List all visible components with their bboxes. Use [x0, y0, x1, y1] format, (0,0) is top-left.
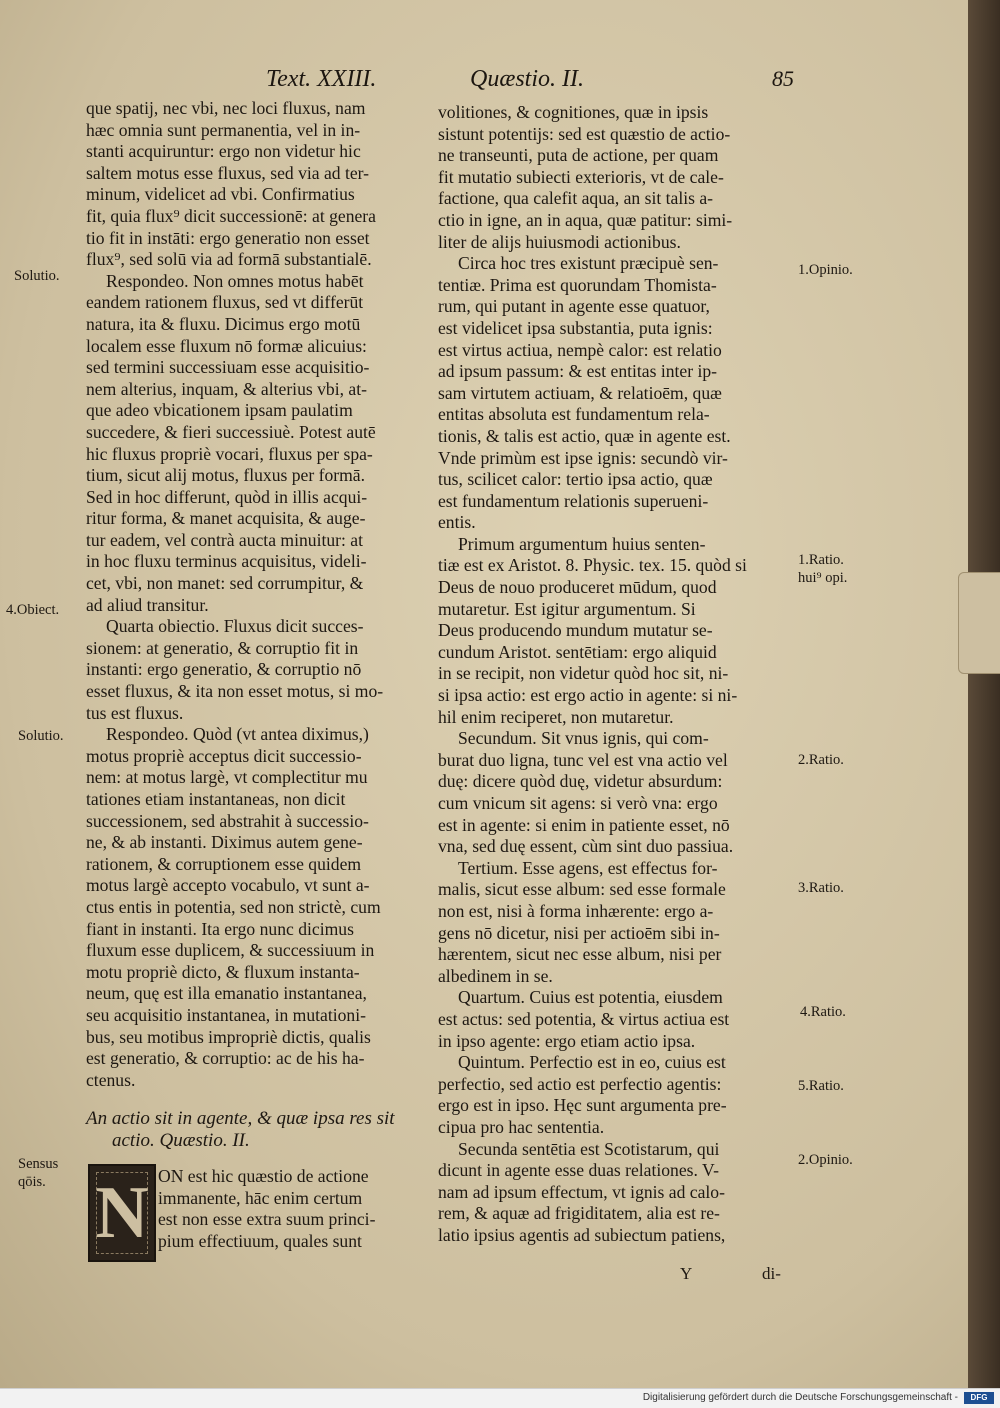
text-line: malis, sicut esse album: sed esse formale: [438, 879, 726, 900]
text-line: Respondeo. Quòd (vt antea diximus,): [106, 724, 369, 745]
text-line: sam virtutem actiuam, & relatioēm, quæ: [438, 382, 722, 403]
text-line: esset fluxus, & ita non esset motus, si mo-: [86, 681, 384, 702]
text-line: liter de alijs huiusmodi actionibus.: [438, 231, 681, 252]
page-tab-marker: [958, 572, 1000, 674]
text-line: mutaretur. Est igitur argumentum. Si: [438, 598, 696, 619]
text-line: ad ipsum passum: & est entitas inter ip-: [438, 361, 718, 382]
margin-obiect-4: 4.Obiect.: [6, 602, 60, 618]
margin-ratio-4: 4.Ratio.: [800, 1004, 846, 1020]
text-line: eandem rationem fluxus, sed vt differūt: [86, 292, 364, 313]
text-line: ctus entis in potentia, sed non strictè, cum: [86, 896, 381, 917]
decorated-initial-n: [88, 1164, 156, 1262]
text-line: hic fluxus propriè vocari, fluxus per spa-: [86, 443, 373, 464]
margin-opinio-1: 1.Opinio.: [798, 262, 853, 278]
book-edge: [968, 0, 1000, 1388]
margin-ratio-1-sub: hui⁹ opi.: [798, 570, 848, 586]
text-line: nam ad ipsum effectum, vt ignis ad calo-: [438, 1181, 725, 1202]
right-column: [438, 102, 788, 1246]
text-line: Respondeo. Non omnes motus habēt: [106, 270, 364, 291]
text-line: successionem, sed abstrahit à successio-: [86, 810, 369, 831]
text-line: fiant in instanti. Ita ergo nunc dicimus: [86, 918, 354, 939]
text-line: vna, sed duę essent, cùm sint duo passiua.: [438, 836, 734, 857]
margin-sensus: Sensus: [18, 1156, 59, 1172]
text-line: motu propriè dicto, & fluxum instanta-: [86, 961, 360, 982]
margin-opinio-2: 2.Opinio.: [798, 1152, 853, 1168]
text-line: ON est hic quæstio de actione: [158, 1166, 369, 1186]
text-line: dicunt in agente esse duas relationes. V-: [438, 1160, 719, 1181]
text-line: que adeo vbicationem ipsam paulatim: [86, 400, 353, 421]
text-line: localem esse fluxum nō formæ alicuius:: [86, 335, 367, 356]
margin-ratio-5: 5.Ratio.: [798, 1078, 844, 1094]
catchword: di-: [762, 1264, 781, 1283]
text-line: est actus: sed potentia, & virtus actiua est: [438, 1008, 730, 1029]
margin-ratio-2: 2.Ratio.: [798, 752, 844, 768]
text-line: que spatij, nec vbi, nec loci fluxus, nam: [86, 98, 366, 118]
text-line: hærentem, sicut nec esse album, nisi per: [438, 944, 722, 965]
text-line: latio ipsius agentis ad subiectum patiens,: [438, 1224, 726, 1245]
running-head-question: Quæstio. II.: [470, 66, 584, 92]
text-line: volitiones, & cognitiones, quæ in ipsis: [438, 102, 709, 122]
text-line: Vnde primùm est ipse ignis: secundò vir-: [438, 447, 728, 468]
text-line: in hoc fluxu terminus acquisitus, videli-: [86, 551, 367, 572]
text-line: bus, seu motibus impropriè dictis, qualis: [86, 1026, 371, 1047]
text-line: ergo est in ipso. Hęc sunt argumenta pre-: [438, 1095, 727, 1116]
text-line: tus, scilicet calor: tertio ipsa actio, quæ: [438, 469, 713, 490]
text-line: tus est fluxus.: [86, 702, 184, 723]
text-line: pium effectiuum, quales sunt: [158, 1230, 362, 1251]
text-line: Deus producendo mundum mutatur se-: [438, 620, 713, 641]
margin-ratio-3: 3.Ratio.: [798, 880, 844, 896]
text-line: ctenus.: [86, 1069, 136, 1090]
text-line: rem, & aquæ ad frigiditatem, alia est re-: [438, 1203, 720, 1224]
text-line: tionis, & talis est actio, quæ in agente est.: [438, 425, 731, 446]
text-line: entis.: [438, 512, 476, 533]
running-head-text: Text. XXIII.: [266, 66, 377, 92]
footer-credit: Digitalisierung gefördert durch die Deutsche Forschungsgemeinschaft -: [642, 1392, 958, 1403]
page-number: 85: [772, 66, 794, 91]
text-line: Quintum. Perfectio est in eo, cuius est: [458, 1052, 726, 1073]
text-line: si ipsa actio: est ergo actio in agente: si ni-: [438, 685, 738, 706]
text-line: ne transeunti, puta de actione, per quam: [438, 145, 719, 166]
margin-quaestionis: qōis.: [18, 1174, 46, 1190]
text-line: Deus de nouo produceret mūdum, quod: [438, 577, 717, 598]
question-title-line-2: actio. Quæstio. II.: [112, 1129, 250, 1151]
text-line: fit, quia flux⁹ dicit successionē: at genera: [86, 205, 376, 226]
text-line: motus propriè acceptus dicit successio-: [86, 745, 362, 766]
text-line: Secundum. Sit vnus ignis, qui com-: [458, 728, 709, 749]
text-line: nem alterius, inquam, & alterius vbi, at-: [86, 378, 367, 399]
text-line: gens nō dicetur, nisi per actioēm sibi in-: [438, 922, 720, 943]
text-line: duę: dicere quòd duę, videtur absurdum:: [438, 771, 723, 792]
text-line: tium, sicut alij motus, fluxus per formā.: [86, 465, 366, 486]
text-line: sionem: at generatio, & corruptio fit in: [86, 637, 359, 658]
footer-bar: [0, 1388, 1000, 1408]
text-line: hil enim reciperet, non mutaretur.: [438, 706, 674, 727]
text-line: saltem motus esse fluxus, sed via ad ter-: [86, 162, 370, 183]
text-line: Primum argumentum huius senten-: [458, 533, 706, 554]
text-line: cet, vbi, non manet: sed corrumpitur, &: [86, 573, 364, 594]
text-line: rum, qui putant in agente esse quatuor,: [438, 296, 710, 317]
text-line: motus largè accepto vocabulo, vt sunt a-: [86, 875, 370, 896]
text-line: Circa hoc tres existunt præcipuè sen-: [458, 253, 719, 274]
text-line: rationem, & corruptionem esse quidem: [86, 853, 362, 874]
text-line: hæc omnia sunt permanentia, vel in in-: [86, 119, 361, 140]
question-intro: [158, 1166, 420, 1252]
text-line: immanente, hāc enim certum: [158, 1187, 363, 1208]
text-line: ad aliud transitur.: [86, 594, 209, 615]
question-title-line-1: An actio sit in agente, & quæ ipsa res sit: [86, 1108, 395, 1129]
text-line: ne, & ab instanti. Diximus autem gene-: [86, 832, 363, 853]
text-line: tationes etiam instantaneas, non dicit: [86, 789, 346, 809]
text-line: instanti: ergo generatio, & corruptio nō: [86, 659, 362, 680]
text-line: est videlicet ipsa substantia, puta ignis:: [438, 317, 713, 338]
text-line: seu acquisitio instantanea, in mutationi-: [86, 1004, 366, 1025]
text-line: in ipso agente: ergo etiam actio ipsa.: [438, 1030, 696, 1051]
text-line: cundum Aristot. sentētiam: ergo aliquid: [438, 641, 717, 662]
text-line: Sed in hoc differunt, quòd in illis acqui-: [86, 486, 368, 507]
text-line: tio fit in instāti: ergo generatio non esset: [86, 227, 370, 248]
text-line: est in agente: si enim in patiente esset, nō: [438, 814, 730, 835]
text-line: sistunt potentijs: sed est quæstio de actio-: [438, 123, 731, 144]
text-line: minum, videlicet ad vbi. Confirmatius: [86, 184, 355, 205]
text-line: tur eadem, vel contrà aucta minuitur: at: [86, 529, 363, 550]
margin-ratio-1: 1.Ratio.: [798, 552, 844, 568]
text-line: sed termini successiuam esse acquisitio-: [86, 357, 370, 378]
text-line: neum, quę est illa emanatio instantanea,: [86, 983, 367, 1004]
left-column: [86, 98, 416, 1091]
text-line: nem: at motus largè, vt complectitur mu: [86, 767, 368, 788]
text-line: cipua pro hac sententia.: [438, 1116, 605, 1137]
text-line: est non esse extra suum princi-: [158, 1209, 376, 1230]
text-line: ritur forma, & manet acquisita, & auge-: [86, 508, 366, 529]
signature-mark: Y: [680, 1264, 693, 1283]
text-line: tentiæ. Prima est quorundam Thomista-: [438, 274, 717, 295]
text-line: flux⁹, sed solū via ad formā substantialē.: [86, 249, 372, 270]
text-line: est virtus actiua, nempè calor: est relatio: [438, 339, 722, 360]
text-line: Tertium. Esse agens, est effectus for-: [458, 857, 718, 878]
text-line: Quartum. Cuius est potentia, eiusdem: [458, 987, 723, 1008]
text-line: Quarta obiectio. Fluxus dicit succes-: [106, 616, 364, 637]
text-line: non est, nisi à forma inhærente: ergo a-: [438, 900, 714, 921]
dfg-logo: DFG: [964, 1392, 994, 1404]
text-line: est fundamentum relationis superueni-: [438, 490, 709, 511]
text-line: entitas absoluta est fundamentum rela-: [438, 404, 710, 425]
text-line: fit mutatio subiecti exterioris, vt de cale-: [438, 166, 724, 187]
text-line: fluxum esse duplicem, & successiuum in: [86, 940, 375, 961]
text-line: cum vnicum sit agens: si verò vna: ergo: [438, 793, 718, 813]
question-title: [86, 1108, 426, 1151]
text-line: tiæ est ex Aristot. 8. Physic. tex. 15. quòd si: [438, 555, 747, 576]
text-line: perfectio, sed actio est perfectio agentis:: [438, 1073, 722, 1094]
initial-letter: N: [95, 1172, 149, 1254]
text-line: factione, qua calefit aqua, an sit talis a-: [438, 188, 714, 209]
text-line: albedinem in se.: [438, 965, 553, 986]
text-line: succedere, & fieri successiuè. Potest autē: [86, 421, 376, 442]
margin-solutio-2: Solutio.: [18, 728, 64, 744]
text-line: natura, ita & fluxu. Dicimus ergo motū: [86, 313, 361, 334]
text-line: burat duo ligna, tunc vel est vna actio vel: [438, 749, 728, 770]
text-line: in se recipit, non videtur quòd hoc sit, ni-: [438, 663, 729, 684]
text-line: est generatio, & corruptio: ac de his ha-: [86, 1048, 365, 1069]
text-line: Secunda sentētia est Scotistarum, qui: [458, 1138, 720, 1159]
margin-solutio-1: Solutio.: [14, 268, 60, 284]
text-line: stanti acquiruntur: ergo non videtur hic: [86, 141, 361, 162]
text-line: ctio in igne, an in aqua, quæ patitur: simi-: [438, 209, 733, 230]
